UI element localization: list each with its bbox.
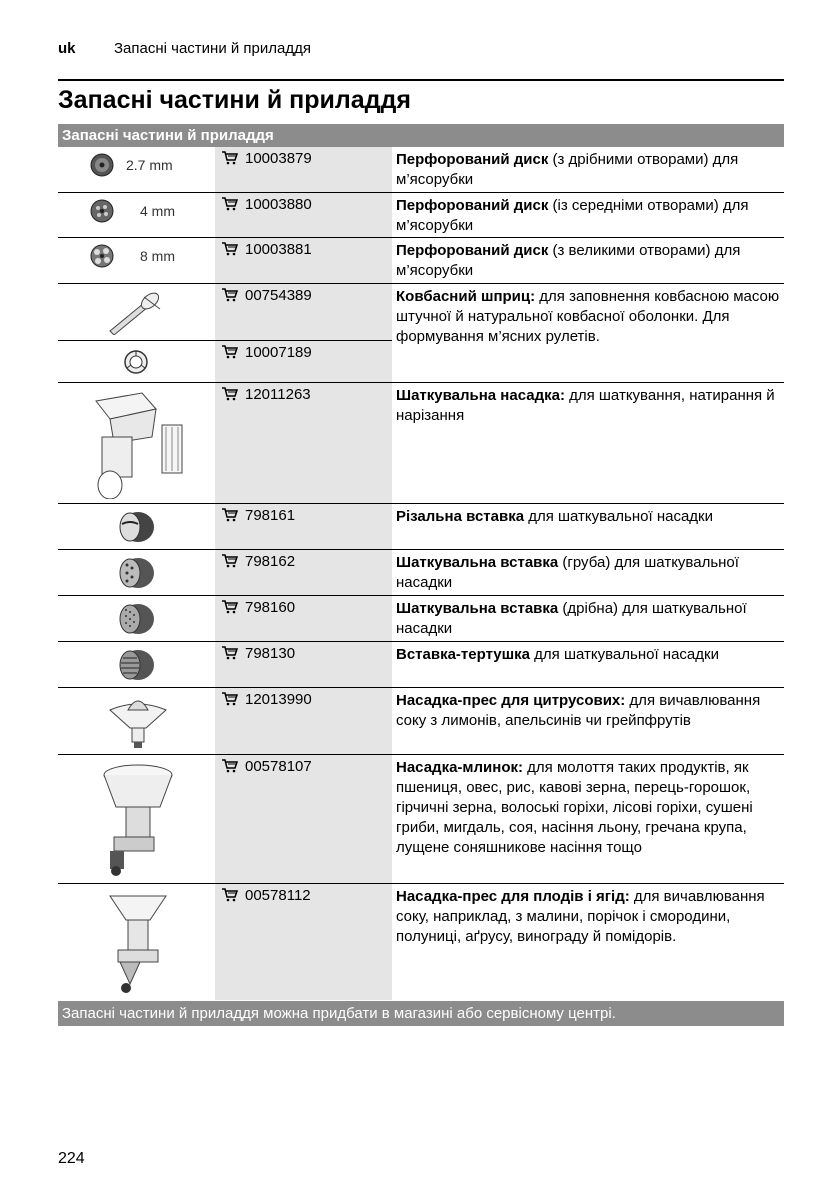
table-footer-note: Запасні частини й приладдя можна придбати в магазині або сервісному центрі.: [58, 1001, 784, 1026]
table-row: [58, 596, 784, 642]
cart-icon: [221, 344, 239, 359]
part-description: Шаткувальна насадка: для шаткування, натирання й нарізання: [396, 387, 775, 424]
disc-coarse-image: [58, 238, 215, 283]
table-row: [58, 884, 784, 1000]
cart-icon: [221, 758, 239, 773]
table-row: [58, 504, 784, 550]
shredder-attachment-image: [58, 383, 215, 503]
part-number: 798160: [215, 596, 392, 641]
table-row: [58, 193, 784, 238]
part-number: 10003880: [215, 193, 392, 237]
disc-size-label: 8 mm: [140, 248, 175, 264]
cart-icon: [221, 553, 239, 568]
cart-icon: [221, 241, 239, 256]
disc-size-label: 4 mm: [140, 203, 175, 219]
part-number: 10003881: [215, 238, 392, 283]
cart-icon: [221, 507, 239, 522]
ring-part-image: [58, 341, 215, 382]
table-row-group: [58, 284, 784, 383]
cart-icon: [221, 386, 239, 401]
part-description: Насадка-прес для плодів і ягід: для вичавлювання соку, наприклад, з малини, порічок і смородини, полуниці, аґрусу, винограду й помідорів.: [396, 888, 765, 945]
parts-table: [58, 124, 784, 1000]
part-number: 798162: [215, 550, 392, 595]
grater-drum-image: [58, 642, 215, 687]
language-code: uk: [58, 40, 76, 57]
part-number: 10003879: [215, 147, 392, 192]
slicing-drum-image: [58, 504, 215, 549]
cart-icon: [221, 645, 239, 660]
table-row: [58, 284, 392, 341]
table-row: [58, 383, 784, 504]
cart-icon: [221, 887, 239, 902]
cart-icon: [221, 599, 239, 614]
running-header: [58, 40, 311, 57]
part-description: Перфорований диск (з великими отворами) для м’ясорубки: [396, 242, 741, 279]
fine-grater-drum-image: [58, 596, 215, 641]
table-row: [58, 147, 784, 193]
table-header: Запасні частини й приладдя: [58, 124, 784, 147]
header-rule: [58, 79, 784, 81]
part-description: Шаткувальна вставка (груба) для шаткувальної насадки: [396, 554, 739, 591]
part-description: Насадка-прес для цитрусових: для вичавлювання соку з лимонів, апельсинів чи грейпфрутів: [396, 692, 761, 729]
disc-size-label: 2.7 mm: [126, 157, 173, 173]
part-number: 12011263: [215, 383, 392, 503]
part-number: 798130: [215, 642, 392, 687]
table-row: [58, 688, 784, 755]
cart-icon: [221, 196, 239, 211]
running-header-section: Запасні частини й приладдя: [114, 40, 311, 57]
part-description: Перфорований диск (з дрібними отворами) для м’ясорубки: [396, 151, 739, 188]
part-number: 00578112: [215, 884, 392, 1000]
part-number: 10007189: [215, 341, 392, 382]
disc-fine-image: [58, 147, 215, 192]
berry-press-image: [58, 884, 215, 1000]
part-description: Вставка-тертушка для шаткувальної насадки: [396, 646, 719, 663]
part-description: Шаткувальна вставка (дрібна) для шаткувальної насадки: [396, 600, 747, 637]
part-description: Перфорований диск (із середніми отворами) для м’ясорубки: [396, 197, 749, 234]
disc-medium-image: [58, 193, 215, 237]
part-number: 12013990: [215, 688, 392, 754]
coarse-grater-drum-image: [58, 550, 215, 595]
cart-icon: [221, 287, 239, 302]
part-number: 798161: [215, 504, 392, 549]
part-description: Ковбасний шприц: для заповнення ковбасною масою штучної й натуральної ковбасної оболонки. Для формування м’ясних рулетів.: [396, 288, 780, 345]
grain-mill-image: [58, 755, 215, 883]
table-row: [58, 550, 784, 596]
sausage-filler-image: [58, 284, 215, 340]
part-number: 00578107: [215, 755, 392, 883]
table-row: [58, 238, 784, 284]
page-title: Запасні частини й приладдя: [58, 86, 411, 114]
part-description: Насадка-млинок: для молоття таких продуктів, як пшениця, овес, рис, кавові зерна, перець-горошок, гірчичні зерна, волоські горіхи, лісові горіхи, сушені гриби, мигдаль, соя, насіння льону, гречана крупа, лущене соняшникове насіння тощо: [396, 759, 753, 856]
page-number: 224: [58, 1150, 85, 1167]
table-row: [58, 341, 392, 382]
cart-icon: [221, 150, 239, 165]
cart-icon: [221, 691, 239, 706]
part-description: Різальна вставка для шаткувальної насадки: [396, 508, 713, 525]
table-row: [58, 642, 784, 688]
part-number: 00754389: [215, 284, 392, 340]
table-row: [58, 755, 784, 884]
citrus-press-image: [58, 688, 215, 754]
